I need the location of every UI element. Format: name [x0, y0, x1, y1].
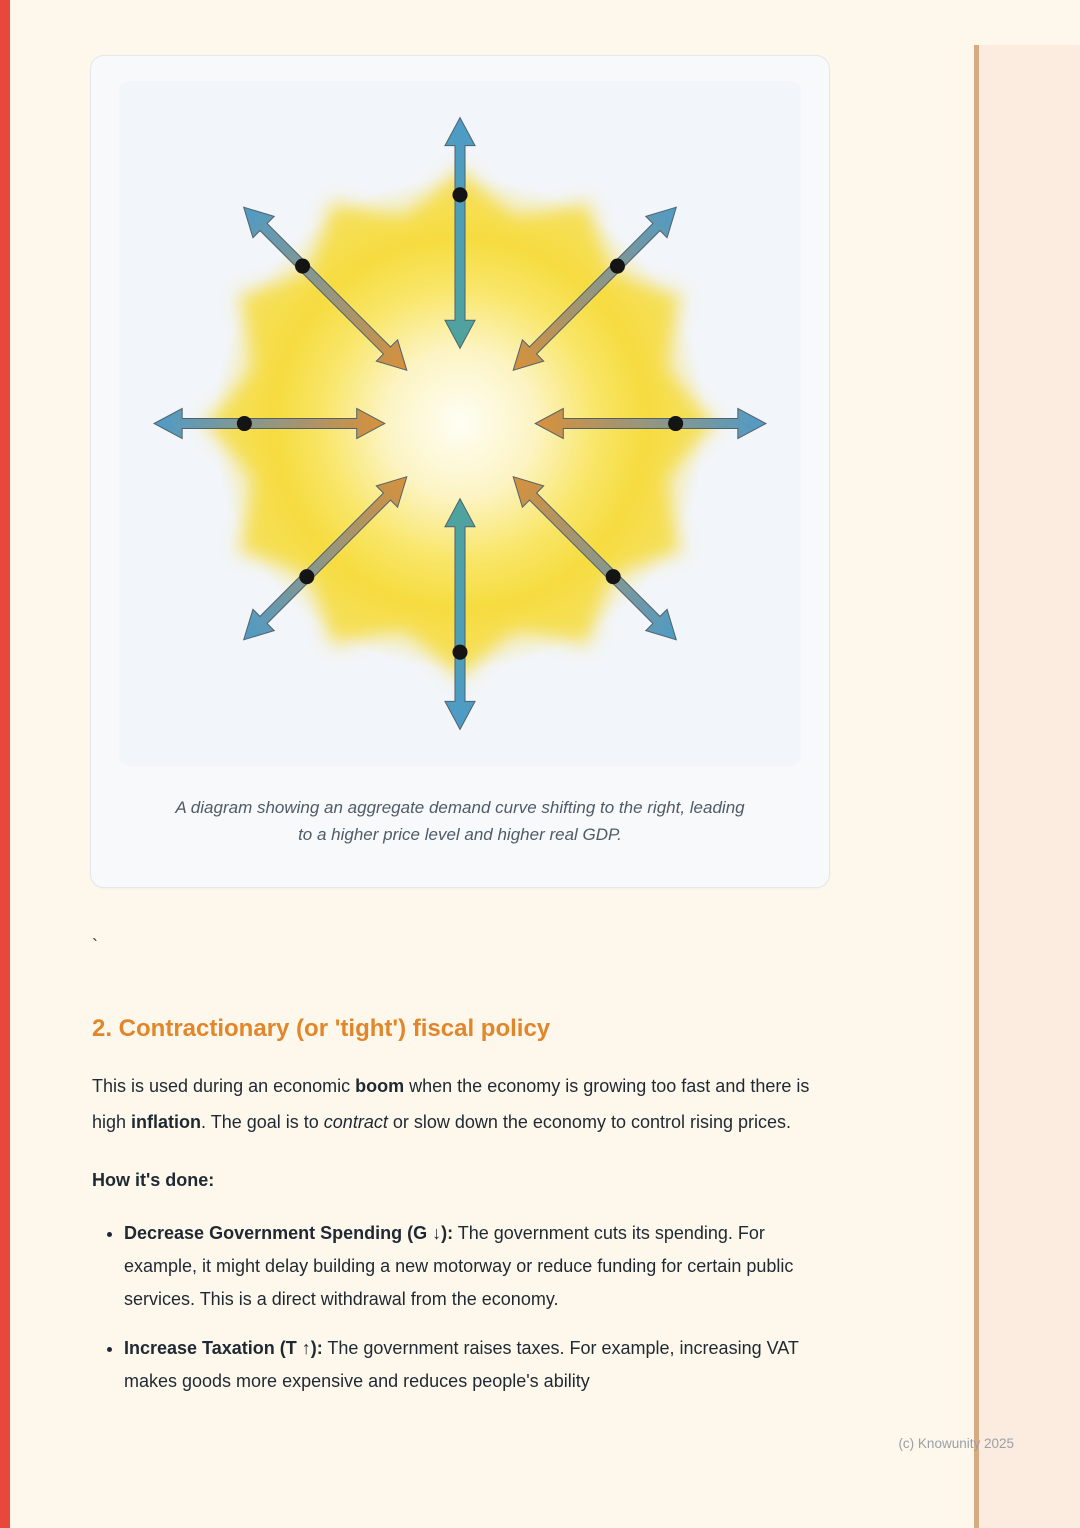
- intro-paragraph: This is used during an economic boom when the economy is growing too fast and there is high inflation. The goal is to contract or slow down the economy to control rising prices.: [92, 1076, 810, 1132]
- list-item: • Increase Taxation (T ↑): The government raises taxes. For example, increasing VAT makes goods more expensive and reduces people's ability: [124, 1332, 834, 1398]
- figure-caption: [121, 794, 799, 848]
- arrow-dot: [237, 416, 252, 431]
- arrow-dot: [668, 416, 683, 431]
- how-its-done-label: How it's done:: [92, 1170, 215, 1190]
- list-item: • Decrease Government Spending (G ↓): The government cuts its spending. For example, it might delay building a new motorway or reduce funding for certain public services. This is a direct withdrawal from the economy.: [124, 1217, 834, 1316]
- figure-caption-line1: A diagram showing an aggregate demand curve shifting to the right, leading: [175, 798, 745, 817]
- bullet-list: [92, 1217, 834, 1398]
- right-margin-panel: [974, 45, 1080, 1528]
- watermark: (c) Knowunity 2025: [898, 1436, 1014, 1451]
- figure-image: [119, 81, 801, 766]
- section-heading: 2. Contractionary (or 'tight') fiscal policy: [92, 1015, 551, 1042]
- radial-arrows-sun-diagram: [119, 81, 801, 766]
- stray-backtick-text: `: [92, 936, 98, 956]
- article-content: [92, 1014, 834, 1414]
- left-accent-stripe: [0, 0, 10, 1528]
- arrow-dot: [452, 645, 467, 660]
- arrow-dot: [452, 187, 467, 202]
- figure-caption-line2: to a higher price level and higher real GDP.: [298, 825, 622, 844]
- figure-card: [90, 55, 830, 888]
